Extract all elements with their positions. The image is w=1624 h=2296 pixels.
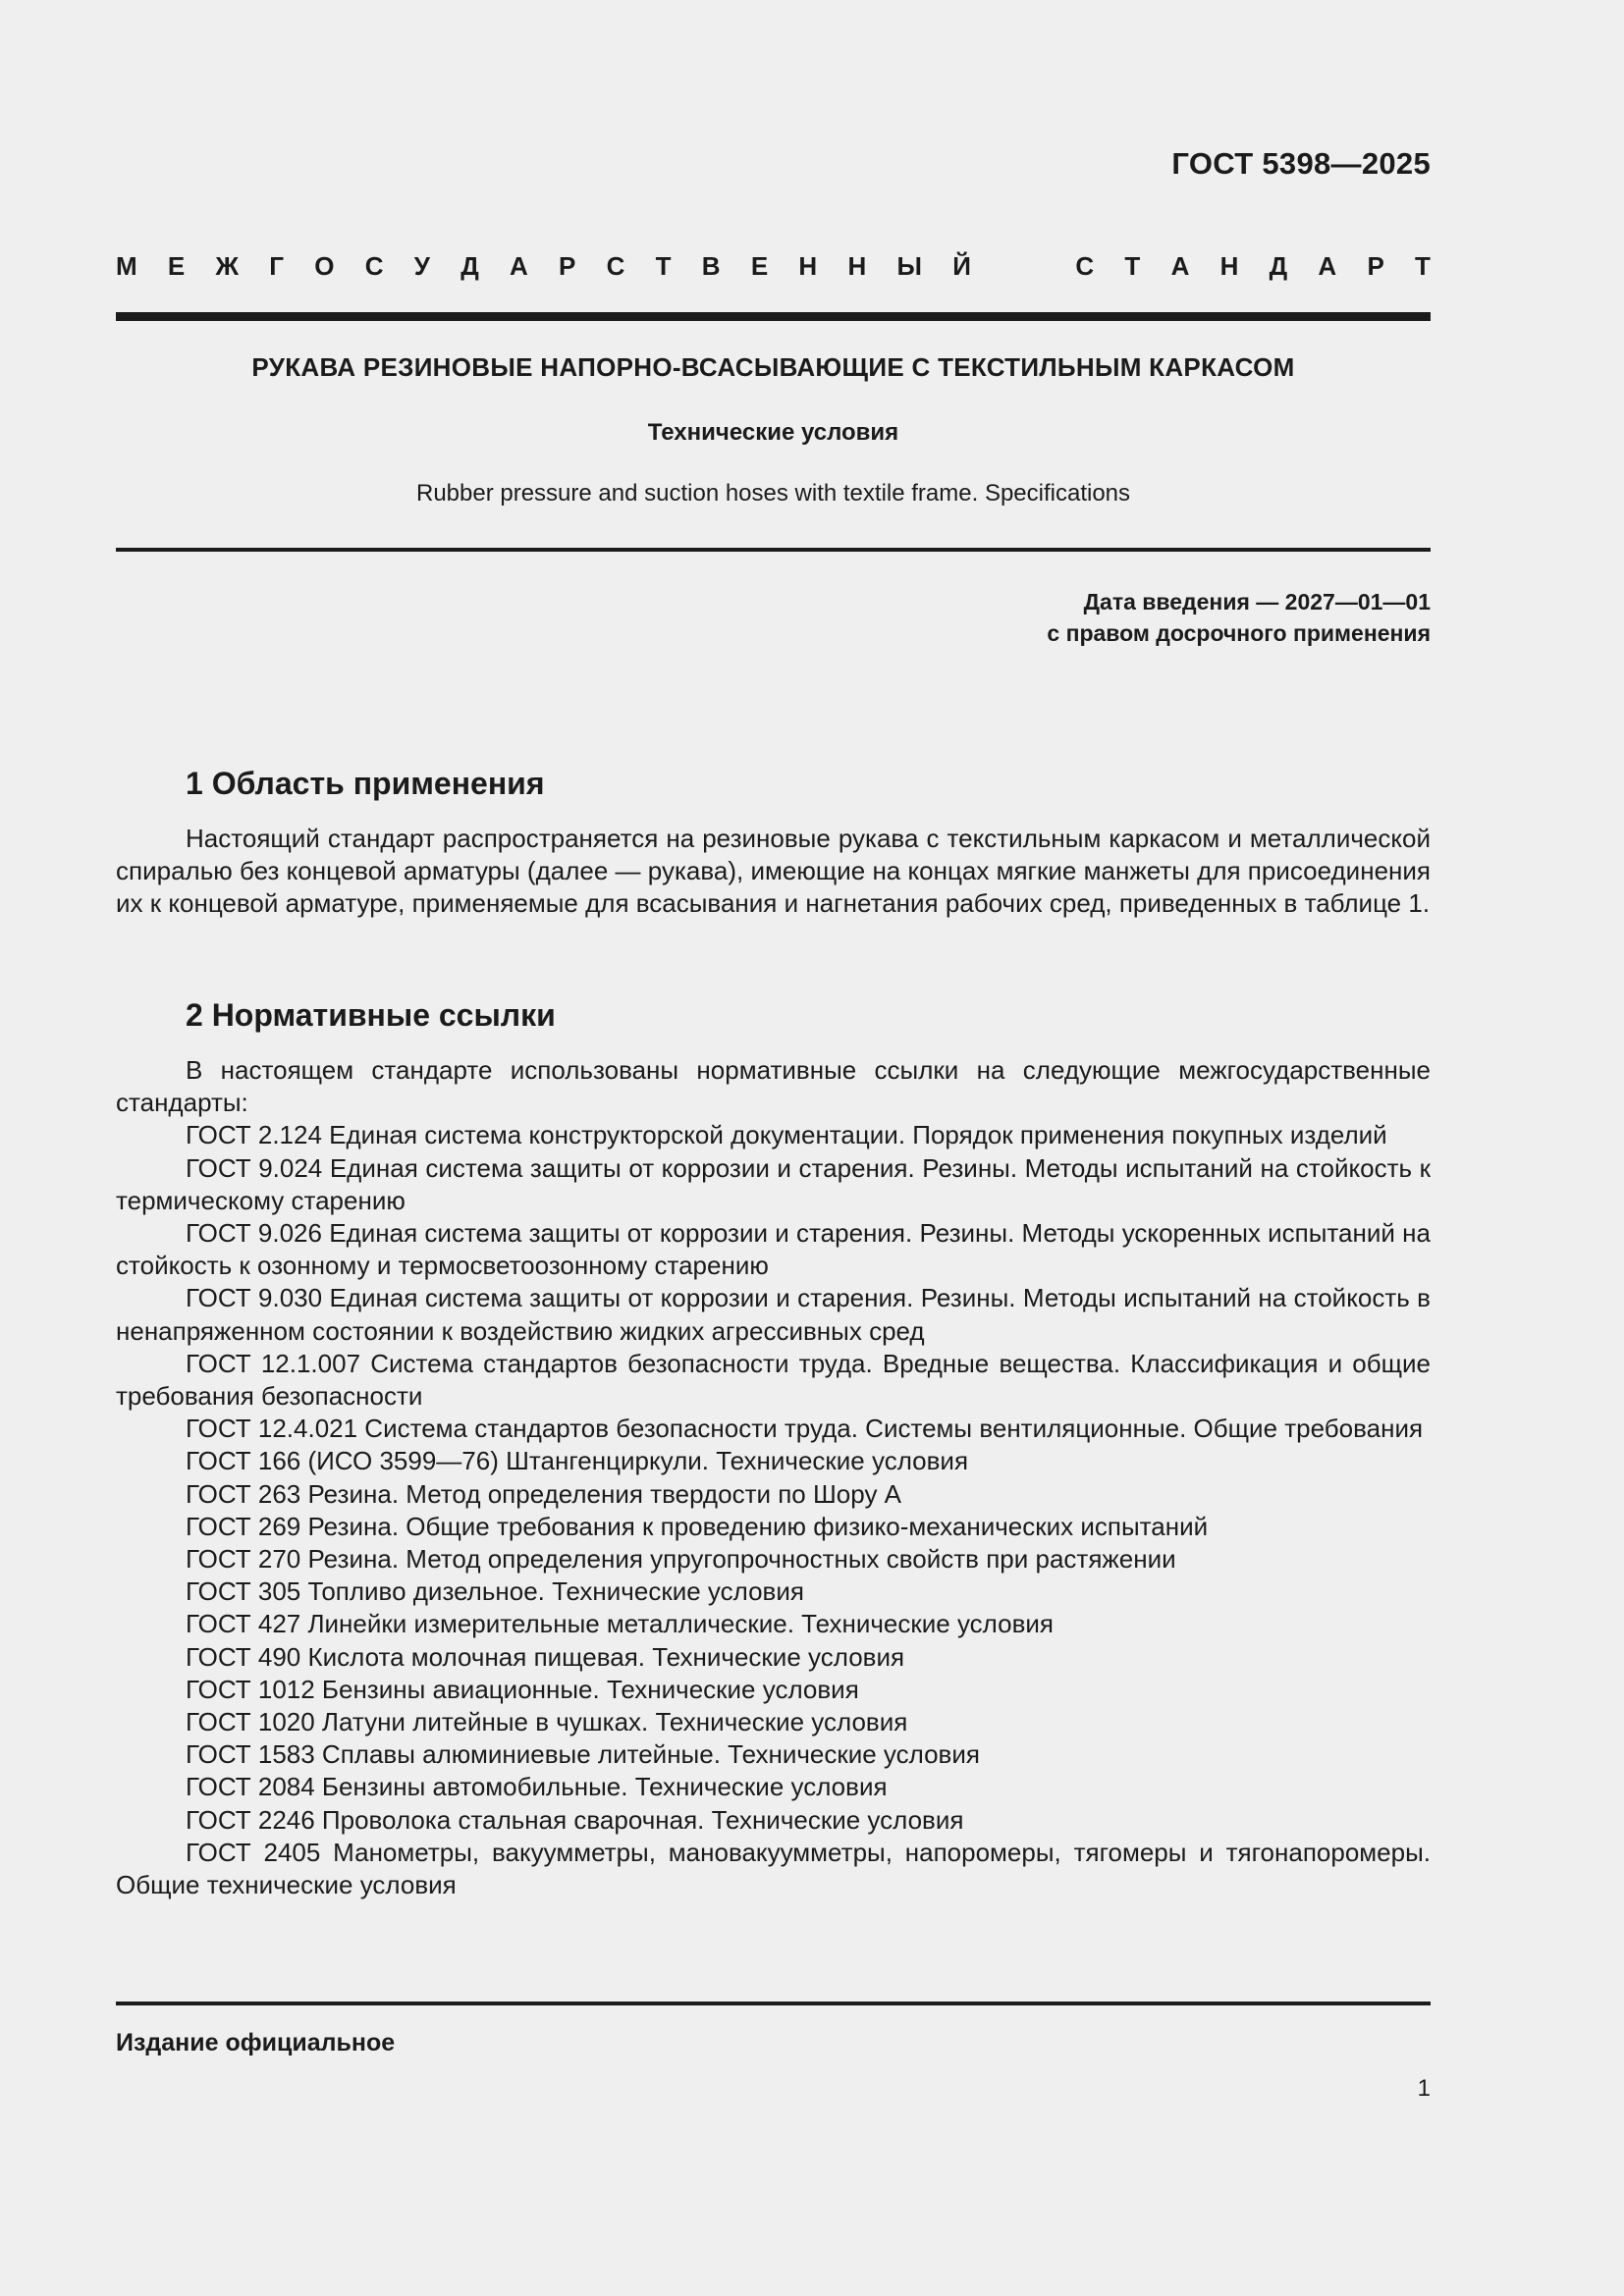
title-rule (116, 548, 1431, 552)
gost-code: ГОСТ 5398—2025 (1171, 146, 1431, 181)
reference-item: ГОСТ 9.030 Единая система защиты от коррозии и старения. Резины. Методы испытаний на стойкость в ненапряженном состоянии к воздействию жидких агрессивных сред (116, 1283, 1431, 1346)
interstate-letter: Р (559, 251, 576, 281)
reference-item: ГОСТ 269 Резина. Общие требования к проведению физико-механических испытаний (186, 1511, 1209, 1541)
reference-item: ГОСТ 427 Линейки измерительные металлические. Технические условия (186, 1609, 1054, 1639)
early-application-note: с правом досрочного применения (1047, 620, 1431, 646)
interstate-letter: Н (847, 251, 867, 281)
section-references-body (116, 1054, 1431, 1901)
official-edition-label: Издание официальное (116, 2029, 396, 2056)
reference-item: ГОСТ 2246 Проволока стальная сварочная. Технические условия (186, 1804, 964, 1835)
interstate-letter: Й (952, 251, 971, 281)
reference-item: ГОСТ 270 Резина. Метод определения упругопрочностных свойств при растяжении (186, 1544, 1176, 1575)
interstate-letter: Г (269, 251, 285, 281)
interstate-standard-label (116, 251, 1431, 282)
references-intro: В настоящем стандарте использованы нормативные ссылки на следующие межгосударственные стандарты: (116, 1055, 1431, 1118)
reference-item: ГОСТ 9.024 Единая система защиты от коррозии и старения. Резины. Методы испытаний на стойкость к термическому старению (116, 1152, 1431, 1215)
page-number: 1 (1417, 2075, 1431, 2102)
interstate-letter: Д (1269, 251, 1288, 281)
interstate-letter: Т (1124, 251, 1141, 281)
interstate-letter: Н (798, 251, 818, 281)
footer-rule (116, 2002, 1431, 2005)
document-title-english: Rubber pressure and suction hoses with textile frame. Specifications (415, 480, 1131, 507)
reference-item: ГОСТ 12.1.007 Система стандартов безопасности труда. Вредные вещества. Классификация и общие требования безопасности (116, 1348, 1431, 1412)
references-list (116, 1119, 1431, 1901)
interstate-letter: Р (1367, 251, 1384, 281)
reference-item: ГОСТ 2084 Бензины автомобильные. Технические условия (186, 1772, 888, 1802)
interstate-letter: Д (460, 251, 479, 281)
section-scope-body (116, 823, 1431, 921)
interstate-letter: В (701, 251, 721, 281)
document-title: РУКАВА РЕЗИНОВЫЕ НАПОРНО-ВСАСЫВАЮЩИЕ С ТЕКСТИЛЬНЫМ КАРКАСОМ (251, 352, 1295, 382)
reference-item: ГОСТ 305 Топливо дизельное. Технические условия (186, 1576, 804, 1607)
reference-item: ГОСТ 1012 Бензины авиационные. Технические условия (186, 1674, 859, 1704)
word-gap (1001, 251, 1045, 282)
interstate-letter: С (364, 251, 384, 281)
reference-item: ГОСТ 263 Резина. Метод определения твердости по Шору А (186, 1478, 902, 1509)
section-heading-scope: 1 Область применения (186, 766, 545, 801)
effective-date-block (1047, 586, 1431, 649)
interstate-letter: У (413, 251, 430, 281)
reference-item: ГОСТ 12.4.021 Система стандартов безопасности труда. Системы вентиляционные. Общие требования (186, 1414, 1424, 1444)
scope-paragraph: Настоящий стандарт распространяется на резиновые рукава с текстильным каркасом и металлической спиралью без концевой арматуры (далее — рукава), имеющие на концах мягкие манжеты для присоединения их к концевой арматуре, применяемые для всасывания и нагнетания рабочих сред, приведенных в таблице 1. (116, 824, 1431, 919)
reference-item: ГОСТ 1020 Латуни литейные в чушках. Технические условия (186, 1707, 908, 1737)
interstate-letter: Т (655, 251, 672, 281)
reference-item: ГОСТ 490 Кислота молочная пищевая. Технические условия (186, 1641, 905, 1672)
document-subtitle: Технические условия (647, 419, 899, 446)
reference-item: ГОСТ 9.026 Единая система защиты от коррозии и старения. Резины. Методы ускоренных испытаний на стойкость к озонному и термосветоозонному старению (116, 1218, 1431, 1281)
interstate-letter: А (510, 251, 528, 281)
reference-item: ГОСТ 1583 Сплавы алюминиевые литейные. Технические условия (186, 1739, 980, 1770)
interstate-letter: А (1170, 251, 1190, 281)
reference-item: ГОСТ 2.124 Единая система конструкторской документации. Порядок применения покупных изделий (186, 1120, 1387, 1150)
section-heading-references: 2 Нормативные ссылки (186, 997, 556, 1033)
interstate-letter: Е (750, 251, 769, 281)
interstate-letter: Ы (896, 251, 922, 281)
header-rule (116, 312, 1431, 321)
interstate-letter: О (314, 251, 335, 281)
interstate-letter: М (116, 251, 137, 281)
effective-date: Дата введения — 2027—01—01 (1083, 589, 1431, 614)
interstate-letter: С (1075, 251, 1095, 281)
interstate-letter: С (606, 251, 625, 281)
reference-item: ГОСТ 166 (ИСО 3599—76) Штангенциркули. Технические условия (186, 1446, 969, 1476)
reference-item: ГОСТ 2405 Манометры, вакуумметры, мановакуумметры, напоромеры, тягомеры и тягонапоромеры. Общие технические условия (116, 1837, 1431, 1900)
interstate-letter: Т (1415, 251, 1431, 281)
interstate-letter: Ж (215, 251, 240, 281)
interstate-letter: Е (167, 251, 186, 281)
interstate-letter: Н (1219, 251, 1239, 281)
interstate-letter: А (1318, 251, 1337, 281)
